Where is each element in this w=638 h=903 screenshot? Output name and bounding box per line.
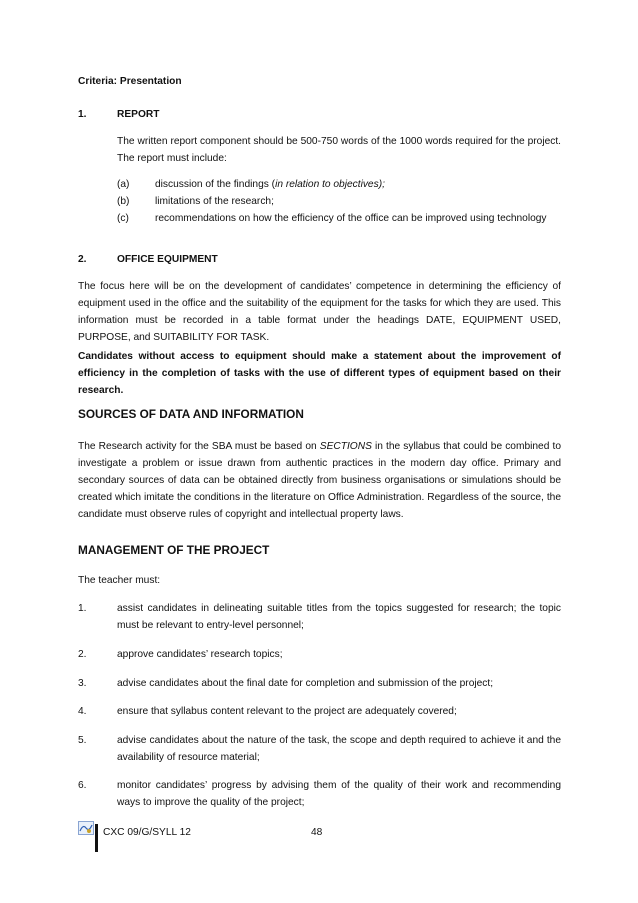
footer-divider (95, 824, 98, 852)
management-item-number: 2. (78, 649, 87, 660)
office-equipment-note: Candidates without access to equipment should make a statement about the improvement of efficiency in the completion of tasks with the use of different types of equipment based on their research. (78, 351, 561, 396)
report-item-text: recommendations on how the efficiency of the office can be improved using technology (155, 213, 547, 224)
report-number: 1. (78, 109, 87, 120)
management-item-text: advise candidates about the nature of the task, the scope and depth required to achieve it and the availability of resource material; (117, 735, 561, 763)
management-item-text: monitor candidates’ progress by advising them of the quality of their work and recommending ways to improve the quality of the project; (117, 780, 561, 808)
management-intro: The teacher must: (78, 575, 161, 586)
management-heading: MANAGEMENT OF THE PROJECT (78, 543, 270, 557)
management-item-number: 1. (78, 603, 87, 614)
report-intro: The written report component should be 500-750 words of the 1000 words required for the project. The report must include: (117, 136, 561, 164)
page-number: 48 (311, 827, 323, 838)
management-item-text: advise candidates about the final date for completion and submission of the project; (117, 678, 494, 689)
office-equipment-heading: OFFICE EQUIPMENT (117, 254, 218, 265)
management-item-number: 5. (78, 735, 87, 746)
management-item-text: assist candidates in delineating suitable titles from the topics suggested for research; the topic must be relevant to entry-level personnel; (117, 603, 561, 631)
report-item-label: (b) (117, 196, 130, 207)
management-item-text: approve candidates’ research topics; (117, 649, 283, 660)
report-heading: REPORT (117, 109, 160, 120)
criteria-title: Criteria: Presentation (78, 76, 182, 87)
cxc-logo-icon (78, 821, 94, 835)
office-equipment-number: 2. (78, 254, 87, 265)
management-item-number: 3. (78, 678, 87, 689)
management-item-number: 4. (78, 706, 87, 717)
management-item-number: 6. (78, 780, 87, 791)
report-item-label: (a) (117, 179, 130, 190)
report-item-text: limitations of the research; (155, 196, 274, 207)
report-item-text: discussion of the findings (in relation to objectives); (155, 179, 385, 190)
report-item-label: (c) (117, 213, 129, 224)
management-item-text: ensure that syllabus content relevant to the project are adequately covered; (117, 706, 457, 717)
sources-paragraph: The Research activity for the SBA must be based on SECTIONS in the syllabus that could be combined to investigate a problem or issue drawn from authentic practices in the modern day office. Primary and secondary sources of data can be obtained directly from business organisations or simulations should be created which imitate the conditions in the literature on Office Administration. Regardless of the source, the candidate must observe rules of copyright and intellectual property laws. (78, 441, 561, 520)
footer-code: CXC 09/G/SYLL 12 (103, 827, 191, 838)
office-equipment-paragraph: The focus here will be on the development of candidates’ competence in determining the efficiency of equipment used in the office and the suitability of the equipment for the tasks for which they are used. This information must be recorded in a table format under the headings DATE, EQUIPMENT USED, PURPOSE, and SUITABILITY FOR TASK. (78, 281, 561, 343)
sources-heading: SOURCES OF DATA AND INFORMATION (78, 407, 304, 421)
